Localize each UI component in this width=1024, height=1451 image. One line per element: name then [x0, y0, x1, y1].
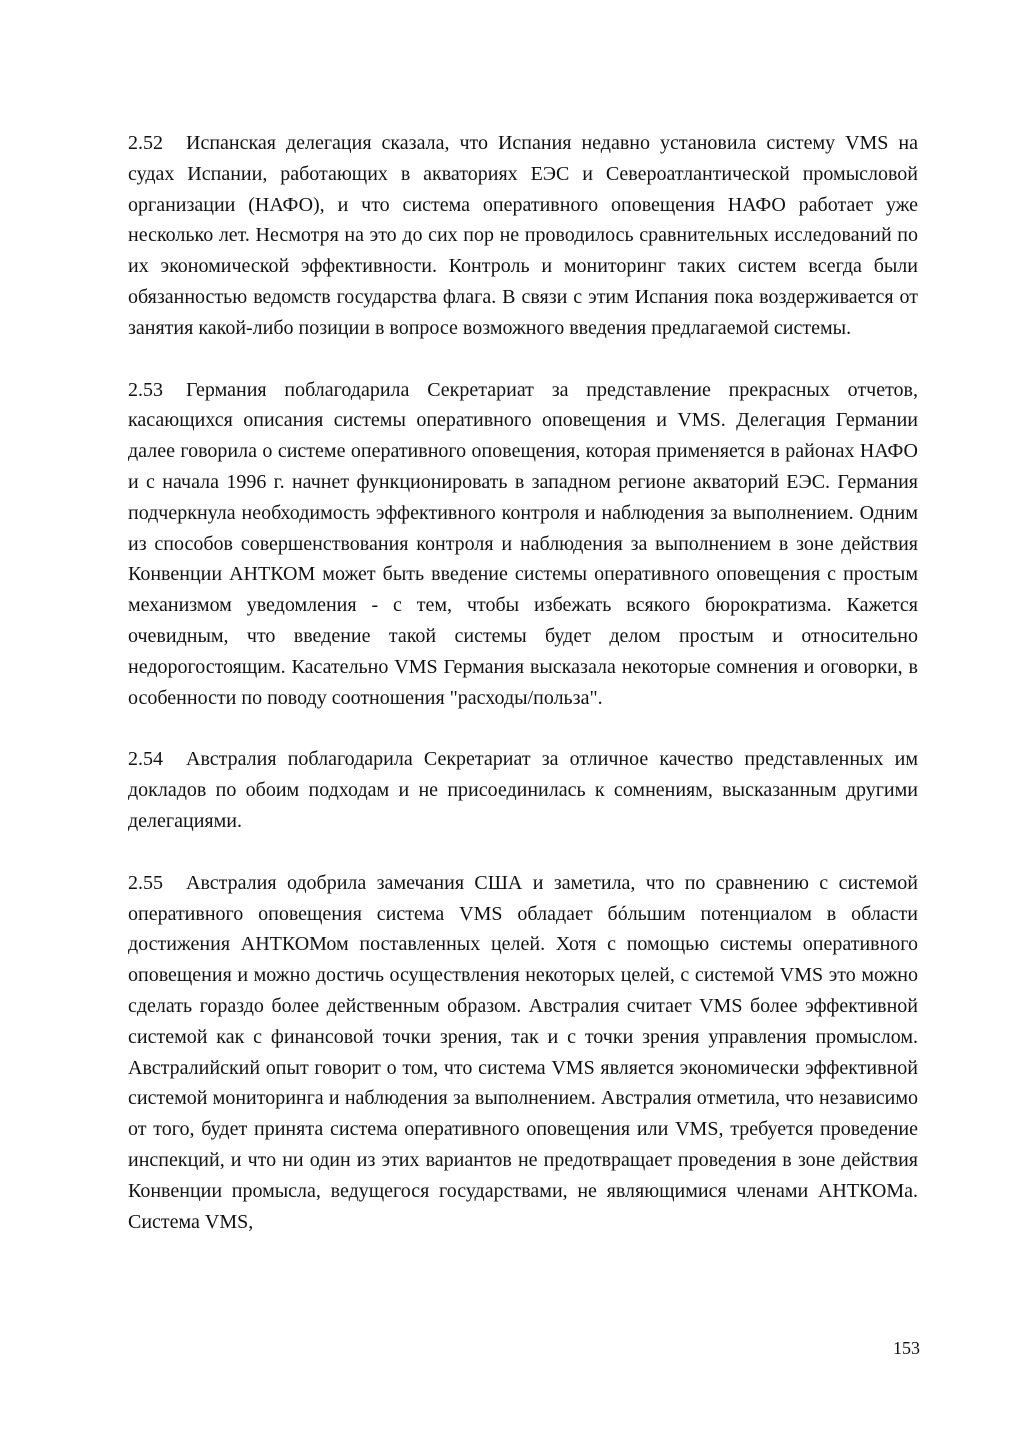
paragraph-2-54 [128, 744, 918, 836]
page-number: 153 [893, 1338, 920, 1358]
paragraph-2-55 [128, 868, 918, 1238]
paragraph-2-53 [128, 375, 918, 714]
paragraph-number: 2.53 [128, 378, 163, 401]
document-body [128, 128, 918, 1268]
paragraph-text: Австралия поблагодарила Секретариат за отличное качество представленных им докладов по обоим подходам и не присоединилась к сомнениям, высказанным другими делегациями. [128, 748, 918, 832]
paragraph-text: Германия поблагодарила Секретариат за представление прекрасных отчетов, касающихся описания системы оперативного оповещения и VMS. Делегация Германии далее говорила о системе оперативного оповещения, которая применяется в районах НАФО и с начала 1996 г. начнет функционировать в западном регионе акваторий ЕЭС. Германия подчеркнула необходимость эффективного контроля и наблюдения за выполнением. Одним из способов совершенствования контроля и наблюдения за выполнением в зоне действия Конвенции АНТКОМ может быть введение системы оперативного оповещения с простым механизмом уведомления - с тем, чтобы избежать всякого бюрократизма. Кажется очевидным, что введение такой системы будет делом простым и относительно недорогостоящим. Касательно VMS Германия высказала некоторые сомнения и оговорки, в особенности по поводу соотношения "расходы/польза". [128, 378, 918, 709]
paragraph-number: 2.55 [128, 871, 163, 894]
paragraph-text: Австралия одобрила замечания США и заметила, что по сравнению с системой оперативного оповещения система VMS обладает бóльшим потенциалом в области достижения АНТКОМом поставленных целей. Хотя с помощью системы оперативного оповещения и можно достичь осуществления некоторых целей, с системой VMS это можно сделать гораздо более действенным образом. Австралия считает VMS более эффективной системой как с финансовой точки зрения, так и с точки зрения управления промыслом. Австралийский опыт говорит о том, что система VMS является экономически эффективной системой мониторинга и наблюдения за выполнением. Австралия отметила, что независимо от того, будет принята система оперативного оповещения или VMS, требуется проведение инспекций, и что ни один из этих вариантов не предотвращает проведения в зоне действия Конвенции промысла, ведущегося государствами, не являющимися членами АНТКОМа. Система VMS, [128, 871, 918, 1233]
paragraph-2-52 [128, 128, 918, 344]
paragraph-text: Испанская делегация сказала, что Испания недавно установила систему VMS на судах Испании, работающих в акваториях ЕЭС и Североатлантической промысловой организации (НАФО), и что система оперативного оповещения НАФО работает уже несколько лет. Несмотря на это до сих пор не проводилось сравнительных исследований по их экономической эффективности. Контроль и мониторинг таких систем всегда были обязанностью ведомств государства флага. В связи с этим Испания пока воздерживается от занятия какой-либо позиции в вопросе возможного введения предлагаемой системы. [128, 132, 918, 339]
paragraph-number: 2.54 [128, 748, 163, 771]
paragraph-number: 2.52 [128, 132, 163, 154]
